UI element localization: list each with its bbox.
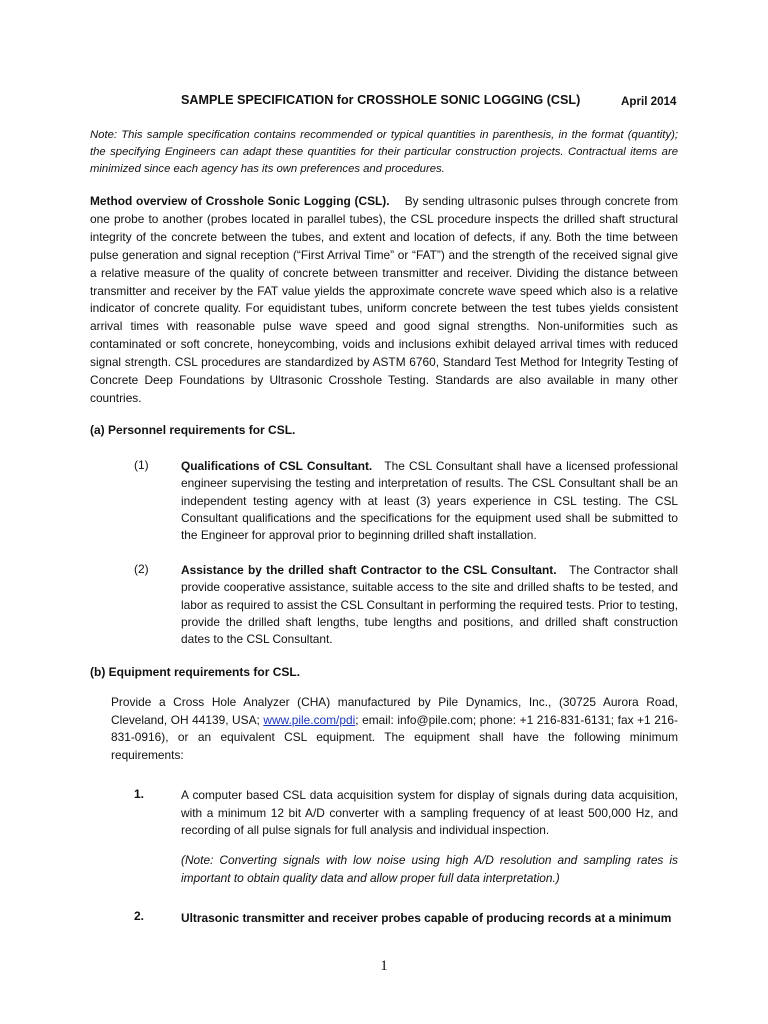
- section-a-label: (a): [90, 423, 105, 437]
- list-number: 1.: [134, 787, 145, 801]
- item-text: The Contractor shall provide cooperative assistance, suitable access to the site and drilled shafts to be tested, and labor as required to assist the CSL Consultant in performing the required tests. Prior to testing, provide the drilled shaft lengths, tube lengths and positions, and drilled shaft construction dates to the CSL Consultant.: [181, 563, 678, 647]
- method-overview-heading: Method overview of Crosshole Sonic Logging (CSL).: [90, 194, 390, 208]
- specification-note: Note: This sample specification contains recommended or typical quantities in parenthesis, in the format (quantity); the specifying Engineers can adapt these quantities for their particular construction projects. Contractual items are minimized since each agency has its own preferences and procedures.: [90, 129, 678, 175]
- section-a-heading: [90, 423, 295, 437]
- item-heading: Assistance by the drilled shaft Contractor to the CSL Consultant.: [181, 563, 557, 577]
- method-overview-paragraph: [90, 193, 678, 408]
- provide-text-start: Provide a Cross Hole Analyzer (CHA) manufactured by Pile Dynamics, Inc., (30725 Aurora Road, Cleveland, OH 44139, USA;: [111, 695, 678, 727]
- item-heading: Qualifications of CSL Consultant.: [181, 459, 373, 473]
- personnel-item-assistance: [181, 562, 678, 648]
- section-b-heading: [90, 665, 300, 679]
- item-number: (1): [134, 458, 149, 472]
- section-b-title: Equipment requirements for CSL.: [108, 665, 301, 679]
- document-date: April 2014: [621, 95, 677, 108]
- pdi-website-link[interactable]: www.pile.com/pdi: [263, 712, 356, 727]
- equipment-item-text: A computer based CSL data acquisition system for display of signals during data acquisition, with a minimum 12 bit A/D converter with a sampling frequency of at least 500,000 Hz, and recording of all pulse signals for full analysis and individual inspection.: [181, 788, 678, 837]
- item-number: (2): [134, 562, 149, 576]
- equipment-provide-paragraph: [111, 694, 678, 764]
- method-overview-text: By sending ultrasonic pulses through concrete from one probe to another (probes located in parallel tubes), the CSL procedure inspects the drilled shaft structural integrity of the concrete between the tubes, and extent and location of defects, if any. Both the time between pulse generation and signal reception (“First Arrival Time” or “FAT”) and the strength of the received signal give a relative measure of the quality of concrete between transmitter and receiver. Dividing the distance between transmitter and receiver by the FAT value yields the approximate concrete wave speed which also is a relative indicator of concrete quality. For equidistant tubes, uniform concrete between the test tubes yields consistent arrival times with reasonable pulse wave speed and good signal strengths. Non-uniformities such as contaminated or soft concrete, honeycombing, voids and inclusions exhibit delayed arrival times with reduced signal strength. CSL procedures are standardized by ASTM 6760, Standard Test Method for Integrity Testing of Concrete Deep Foundations by Ultrasonic Crosshole Testing. Standards are also available in many other countries.: [90, 194, 678, 405]
- equipment-item-note: (Note: Converting signals with low noise using high A/D resolution and sampling rates is important to obtain quality data and allow proper full data interpretation.): [181, 853, 678, 885]
- personnel-item-qualifications: [181, 458, 678, 544]
- section-b-label: (b): [90, 665, 106, 679]
- document-title: SAMPLE SPECIFICATION for CROSSHOLE SONIC LOGGING (CSL): [181, 93, 581, 107]
- item-text: The CSL Consultant shall have a licensed professional engineer supervising the testing and interpretation of results. The CSL Consultant shall be an independent testing agency with at least (3) years experience in CSL testing. The CSL Consultant qualifications and the specifications for the equipment used shall be submitted to the Engineer for approval prior to beginning drilled shaft installation.: [181, 459, 678, 543]
- section-a-title: Personnel requirements for CSL.: [108, 423, 296, 437]
- list-number: 2.: [134, 909, 145, 923]
- equipment-item-text: Ultrasonic transmitter and receiver probes capable of producing records at a minimum: [181, 911, 672, 925]
- page-number: 1: [380, 958, 388, 974]
- provide-text-end: ; email: info@pile.com; phone: +1 216-831-6131; fax +1 216-831-0916), or an equivalent CSL equipment. The equipment shall have the following minimum requirements:: [111, 712, 678, 762]
